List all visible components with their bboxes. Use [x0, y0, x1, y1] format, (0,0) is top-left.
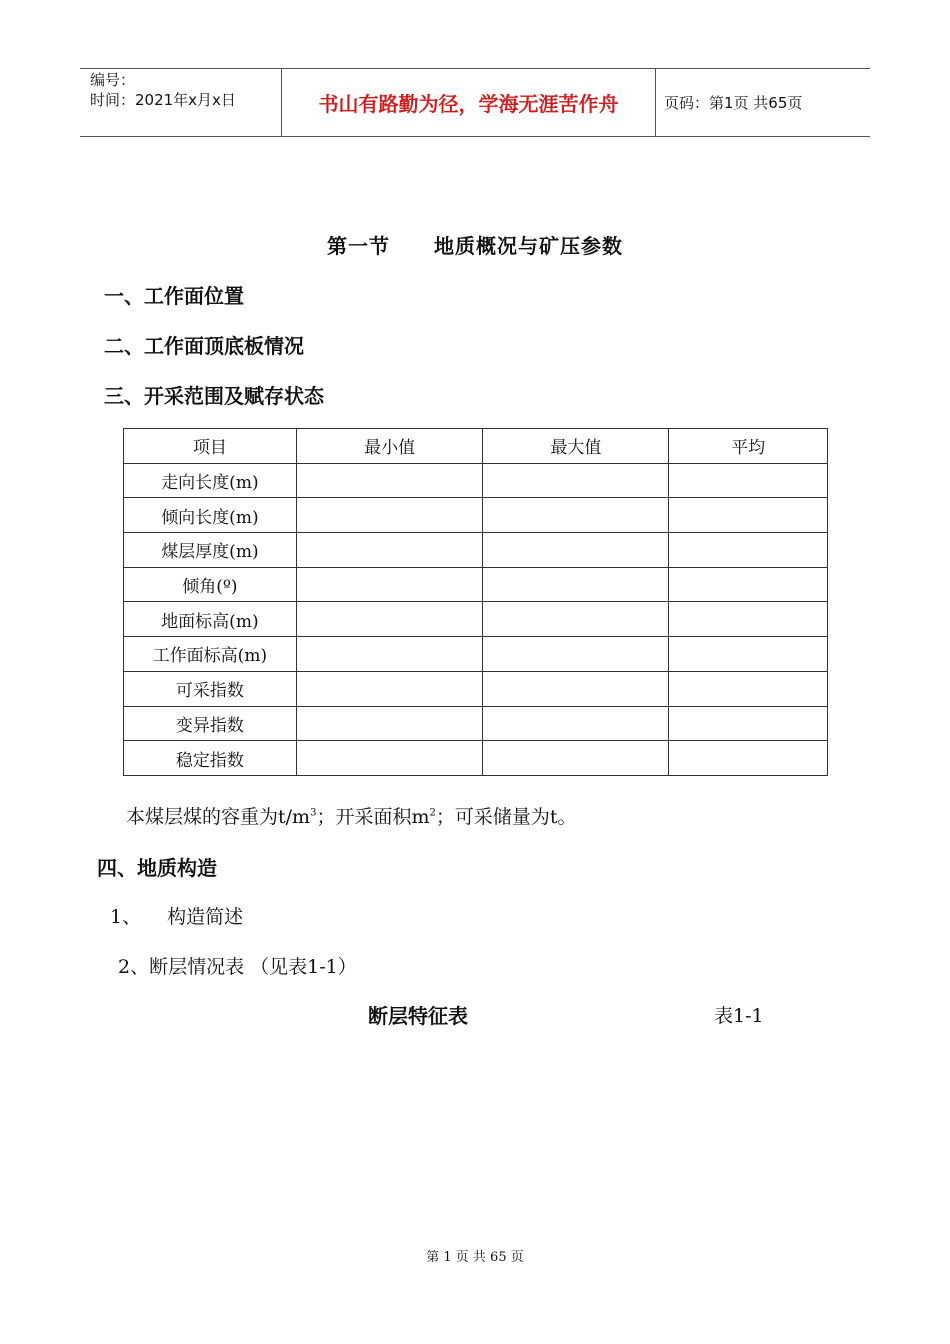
row-label: 地面标高(m) — [124, 602, 297, 637]
heading-roof-floor: 二、工作面顶底板情况 — [104, 334, 304, 358]
row-label: 煤层厚度(m) — [124, 533, 297, 568]
header-bottom-border — [80, 136, 870, 137]
cell-min — [296, 567, 483, 602]
row-label: 工作面标高(m) — [124, 637, 297, 672]
item-text: 构造简述 — [167, 906, 244, 928]
table-row — [124, 671, 828, 706]
header-cell-item: 项目 — [124, 429, 297, 464]
cell-min — [296, 637, 483, 672]
cell-min — [296, 533, 483, 568]
cell-avg — [669, 463, 828, 498]
cell-avg — [669, 671, 828, 706]
cell-min — [296, 671, 483, 706]
parameters-table — [123, 428, 828, 776]
table-row — [124, 463, 828, 498]
row-label: 倾向长度(m) — [124, 498, 297, 533]
superscript-cubic: 3 — [310, 807, 317, 819]
row-label: 可采指数 — [124, 671, 297, 706]
table-row — [124, 706, 828, 741]
row-label: 稳定指数 — [124, 741, 297, 776]
heading-work-face-location: 一、工作面位置 — [104, 284, 244, 308]
item-structure-overview — [110, 902, 243, 929]
cell-max — [483, 533, 669, 568]
header-time-label: 时间：2021年x月x日 — [90, 91, 236, 109]
cell-avg — [669, 567, 828, 602]
table-row — [124, 498, 828, 533]
cell-avg — [669, 602, 828, 637]
section-title-text: 地质概况与矿压参数 — [434, 234, 623, 258]
table-row — [124, 533, 828, 568]
cell-avg — [669, 706, 828, 741]
cell-avg — [669, 741, 828, 776]
cell-min — [296, 463, 483, 498]
density-paragraph — [126, 802, 576, 829]
header-page-code: 页码：第1页 共65页 — [664, 94, 803, 112]
cell-max — [483, 741, 669, 776]
header-cell-min: 最小值 — [296, 429, 483, 464]
paragraph-density: 本煤层煤的容重为t/m — [126, 806, 311, 828]
cell-max — [483, 498, 669, 533]
cell-min — [296, 498, 483, 533]
section-chapter: 第一节 — [327, 234, 390, 258]
heading-mining-range: 三、开采范围及赋存状态 — [104, 384, 324, 408]
page-footer: 第 1 页 共 65 页 — [426, 1250, 524, 1265]
cell-min — [296, 741, 483, 776]
superscript-square: 2 — [429, 807, 436, 819]
cell-avg — [669, 637, 828, 672]
cell-max — [483, 463, 669, 498]
cell-max — [483, 706, 669, 741]
paragraph-reserves: ；可采储量为t。 — [435, 806, 577, 828]
table-row — [124, 602, 828, 637]
cell-max — [483, 637, 669, 672]
table-row — [124, 567, 828, 602]
row-label: 倾角(º) — [124, 567, 297, 602]
header-cell-avg: 平均 — [669, 429, 828, 464]
table-header-row — [124, 429, 828, 464]
section-title — [0, 230, 950, 259]
fault-table-number: 表1-1 — [714, 1005, 764, 1027]
table-row — [124, 637, 828, 672]
fault-table-title: 断层特征表 — [368, 1004, 468, 1028]
item-number: 1、 — [110, 906, 142, 928]
heading-geologic-structure: 四、地质构造 — [97, 856, 217, 880]
cell-max — [483, 602, 669, 637]
header-number-label: 编号： — [90, 71, 136, 89]
row-label: 走向长度(m) — [124, 463, 297, 498]
cell-min — [296, 706, 483, 741]
item-fault-table-ref: 2、断层情况表 （见表1-1） — [118, 956, 357, 978]
cell-max — [483, 567, 669, 602]
cell-min — [296, 602, 483, 637]
cell-avg — [669, 498, 828, 533]
header-motto: 书山有路勤为径，学海无涯苦作舟 — [318, 91, 619, 116]
row-label: 变异指数 — [124, 706, 297, 741]
cell-max — [483, 671, 669, 706]
header-cell-max: 最大值 — [483, 429, 669, 464]
table-row — [124, 741, 828, 776]
cell-avg — [669, 533, 828, 568]
paragraph-area: ；开采面积m — [316, 806, 430, 828]
header-divider-right — [655, 68, 656, 136]
header-meta — [90, 70, 236, 110]
